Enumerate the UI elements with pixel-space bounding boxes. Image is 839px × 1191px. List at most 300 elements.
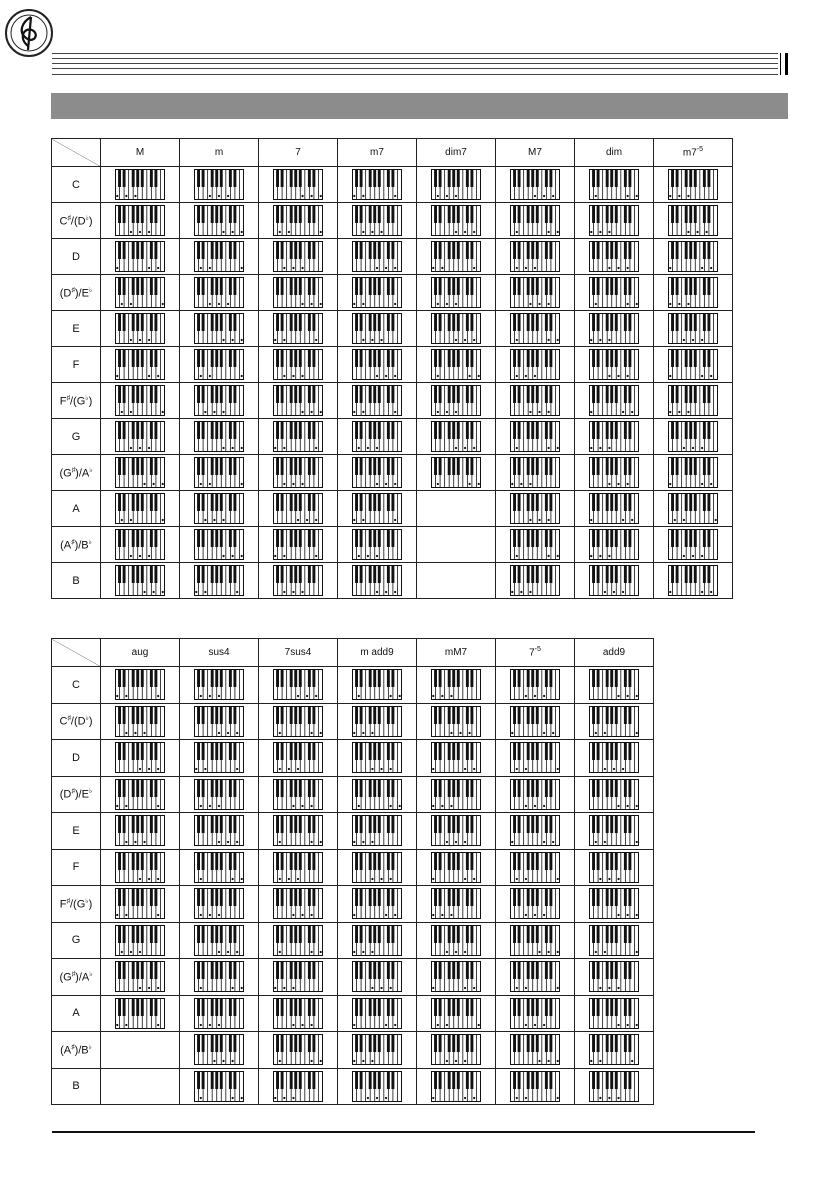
keyboard-diagram-icon <box>575 347 654 383</box>
keyboard-diagram-icon <box>180 776 259 813</box>
keyboard-diagram-icon <box>180 491 259 527</box>
keyboard-diagram-icon <box>575 383 654 419</box>
keyboard-diagram-icon <box>417 667 496 704</box>
flat-sign: ♭ <box>88 1043 92 1051</box>
row-label <box>52 959 101 996</box>
column-header <box>496 139 575 167</box>
corner-cell <box>52 139 101 167</box>
row-label-text: A <box>72 1007 80 1020</box>
keyboard-diagram-icon <box>101 959 180 996</box>
keyboard-diagram-icon <box>654 419 733 455</box>
keyboard-diagram-icon <box>417 959 496 996</box>
row-label-text: A <box>72 502 80 515</box>
row-label-text: D <box>72 751 80 764</box>
keyboard-diagram-icon <box>338 419 417 455</box>
chord-row <box>52 776 654 813</box>
keyboard-diagram-icon <box>654 203 733 239</box>
keyboard-diagram-icon <box>496 995 575 1032</box>
chord-row <box>52 922 654 959</box>
keyboard-diagram-icon <box>496 703 575 740</box>
row-label-text: B <box>72 574 80 587</box>
empty-cell <box>417 527 496 563</box>
keyboard-diagram-icon <box>259 311 338 347</box>
keyboard-diagram-icon <box>259 239 338 275</box>
keyboard-diagram-icon <box>575 239 654 275</box>
keyboard-diagram-icon <box>575 419 654 455</box>
row-label-text: F <box>59 395 67 408</box>
flat-sign: ♭ <box>85 715 89 723</box>
keyboard-diagram-icon <box>575 275 654 311</box>
keyboard-diagram-icon <box>496 740 575 777</box>
column-header <box>101 639 180 667</box>
row-label <box>52 455 101 491</box>
row-label-text: )/A <box>75 971 90 984</box>
keyboard-diagram-icon <box>496 922 575 959</box>
row-label-text: ) <box>88 898 93 911</box>
keyboard-diagram-icon <box>496 959 575 996</box>
section-header-band <box>51 93 788 119</box>
keyboard-diagram-icon <box>575 1068 654 1105</box>
row-label <box>52 776 101 813</box>
keyboard-diagram-icon <box>180 563 259 599</box>
keyboard-diagram-icon <box>259 419 338 455</box>
keyboard-diagram-icon <box>180 203 259 239</box>
footer-rule <box>52 1131 755 1133</box>
row-label-text: (G <box>59 467 72 480</box>
row-label <box>52 203 101 239</box>
keyboard-diagram-icon <box>101 311 180 347</box>
row-label-text: )/A <box>75 467 90 480</box>
keyboard-diagram-icon <box>496 813 575 850</box>
row-label <box>52 995 101 1032</box>
row-label <box>52 491 101 527</box>
keyboard-diagram-icon <box>496 383 575 419</box>
chord-row <box>52 275 733 311</box>
empty-cell <box>101 1032 180 1069</box>
keyboard-diagram-icon <box>338 1068 417 1105</box>
column-header <box>417 139 496 167</box>
keyboard-diagram-icon <box>101 740 180 777</box>
chord-chart-table-1 <box>51 138 733 599</box>
keyboard-diagram-icon <box>338 995 417 1032</box>
keyboard-diagram-icon <box>575 849 654 886</box>
keyboard-diagram-icon <box>338 667 417 704</box>
keyboard-diagram-icon <box>496 455 575 491</box>
sharp-sign: ♯ <box>66 897 70 905</box>
row-label-text: D <box>72 250 80 263</box>
keyboard-diagram-icon <box>259 383 338 419</box>
keyboard-diagram-icon <box>496 776 575 813</box>
row-label-text: (D <box>59 287 72 300</box>
keyboard-diagram-icon <box>338 776 417 813</box>
keyboard-diagram-icon <box>575 886 654 923</box>
row-label <box>52 1068 101 1105</box>
column-header-superscript: -5 <box>696 146 704 154</box>
keyboard-diagram-icon <box>180 886 259 923</box>
keyboard-diagram-icon <box>496 347 575 383</box>
row-label-text: (D <box>59 789 72 802</box>
row-label-text: ) <box>88 716 93 729</box>
keyboard-diagram-icon <box>496 886 575 923</box>
keyboard-diagram-icon <box>259 455 338 491</box>
column-header-text: add9 <box>602 647 626 658</box>
flat-sign: ♭ <box>88 286 93 294</box>
keyboard-diagram-icon <box>575 203 654 239</box>
row-label-text: G <box>71 934 81 947</box>
column-header <box>338 139 417 167</box>
row-label <box>52 886 101 923</box>
column-header <box>259 639 338 667</box>
chord-row <box>52 1068 654 1105</box>
row-label-text: E <box>72 824 80 837</box>
row-label <box>52 849 101 886</box>
column-header <box>575 639 654 667</box>
empty-cell <box>417 563 496 599</box>
keyboard-diagram-icon <box>259 275 338 311</box>
row-label-text: )/E <box>74 789 89 802</box>
keyboard-diagram-icon <box>417 1032 496 1069</box>
keyboard-diagram-icon <box>338 813 417 850</box>
keyboard-diagram-icon <box>575 667 654 704</box>
keyboard-diagram-icon <box>575 563 654 599</box>
chord-row <box>52 740 654 777</box>
keyboard-diagram-icon <box>101 527 180 563</box>
chord-row <box>52 383 733 419</box>
row-label-text: )/B <box>74 1044 89 1057</box>
flat-sign: ♭ <box>88 788 93 796</box>
empty-cell <box>101 1068 180 1105</box>
keyboard-diagram-icon <box>417 203 496 239</box>
keyboard-diagram-icon <box>101 813 180 850</box>
column-header-text: M <box>135 147 145 158</box>
row-label-text: E <box>72 322 80 335</box>
row-label <box>52 740 101 777</box>
keyboard-diagram-icon <box>338 959 417 996</box>
flat-sign: ♭ <box>85 897 89 905</box>
keyboard-diagram-icon <box>180 383 259 419</box>
keyboard-diagram-icon <box>259 995 338 1032</box>
row-label-text: ) <box>88 395 93 408</box>
row-label-text: )/B <box>74 539 89 552</box>
keyboard-diagram-icon <box>180 959 259 996</box>
row-label-text: /(G <box>69 898 86 911</box>
chord-row <box>52 311 733 347</box>
keyboard-diagram-icon <box>259 167 338 203</box>
sharp-sign: ♯ <box>71 1043 75 1051</box>
keyboard-diagram-icon <box>417 813 496 850</box>
row-label-text: F <box>59 898 67 911</box>
keyboard-diagram-icon <box>575 703 654 740</box>
row-label-text: F <box>72 861 80 874</box>
keyboard-diagram-icon <box>496 419 575 455</box>
keyboard-diagram-icon <box>338 167 417 203</box>
chord-row <box>52 703 654 740</box>
keyboard-diagram-icon <box>180 1032 259 1069</box>
keyboard-diagram-icon <box>101 922 180 959</box>
keyboard-diagram-icon <box>180 740 259 777</box>
row-label <box>52 383 101 419</box>
keyboard-diagram-icon <box>259 776 338 813</box>
keyboard-diagram-icon <box>180 995 259 1032</box>
keyboard-diagram-icon <box>338 203 417 239</box>
column-header-text: M7 <box>528 147 542 158</box>
column-header-text: m add9 <box>360 647 394 658</box>
chord-row <box>52 419 733 455</box>
chord-row <box>52 347 733 383</box>
keyboard-diagram-icon <box>101 886 180 923</box>
keyboard-diagram-icon <box>180 667 259 704</box>
keyboard-diagram-icon <box>575 959 654 996</box>
keyboard-diagram-icon <box>417 455 496 491</box>
keyboard-diagram-icon <box>654 275 733 311</box>
column-header <box>259 139 338 167</box>
keyboard-diagram-icon <box>575 167 654 203</box>
row-label <box>52 419 101 455</box>
keyboard-diagram-icon <box>259 959 338 996</box>
treble-clef-logo <box>4 8 54 58</box>
keyboard-diagram-icon <box>496 311 575 347</box>
row-label-text: C <box>72 678 80 691</box>
keyboard-diagram-icon <box>180 527 259 563</box>
keyboard-diagram-icon <box>496 1068 575 1105</box>
column-header-text: aug <box>131 647 149 658</box>
sharp-sign: ♯ <box>66 394 70 402</box>
chord-row <box>52 1032 654 1069</box>
keyboard-diagram-icon <box>180 311 259 347</box>
column-header-text: sus4 <box>208 647 230 658</box>
chord-row <box>52 886 654 923</box>
keyboard-diagram-icon <box>101 703 180 740</box>
keyboard-diagram-icon <box>496 275 575 311</box>
keyboard-diagram-icon <box>575 995 654 1032</box>
row-label <box>52 813 101 850</box>
column-header <box>180 139 259 167</box>
keyboard-diagram-icon <box>496 167 575 203</box>
keyboard-diagram-icon <box>338 239 417 275</box>
keyboard-diagram-icon <box>575 813 654 850</box>
keyboard-diagram-icon <box>654 563 733 599</box>
keyboard-diagram-icon <box>259 740 338 777</box>
keyboard-diagram-icon <box>496 203 575 239</box>
keyboard-diagram-icon <box>101 776 180 813</box>
row-label-text: /(G <box>69 395 86 408</box>
keyboard-diagram-icon <box>654 527 733 563</box>
keyboard-diagram-icon <box>101 347 180 383</box>
keyboard-diagram-icon <box>575 922 654 959</box>
chord-row <box>52 239 733 275</box>
chord-row <box>52 203 733 239</box>
keyboard-diagram-icon <box>259 347 338 383</box>
keyboard-diagram-icon <box>417 922 496 959</box>
column-header-text: m7 <box>682 147 697 159</box>
column-header <box>496 639 575 667</box>
keyboard-diagram-icon <box>180 167 259 203</box>
keyboard-diagram-icon <box>101 995 180 1032</box>
keyboard-diagram-icon <box>259 703 338 740</box>
column-header-text: dim7 <box>445 147 467 158</box>
keyboard-diagram-icon <box>575 1032 654 1069</box>
keyboard-diagram-icon <box>259 491 338 527</box>
corner-cell <box>52 639 101 667</box>
row-label-text: ) <box>88 215 93 228</box>
keyboard-diagram-icon <box>417 383 496 419</box>
keyboard-diagram-icon <box>259 1068 338 1105</box>
keyboard-diagram-icon <box>101 383 180 419</box>
row-label-text: )/E <box>74 287 89 300</box>
keyboard-diagram-icon <box>496 563 575 599</box>
keyboard-diagram-icon <box>338 347 417 383</box>
keyboard-diagram-icon <box>417 167 496 203</box>
keyboard-diagram-icon <box>259 563 338 599</box>
keyboard-diagram-icon <box>101 849 180 886</box>
keyboard-diagram-icon <box>259 849 338 886</box>
row-label-text: /(D <box>70 716 86 729</box>
keyboard-diagram-icon <box>180 275 259 311</box>
row-label <box>52 527 101 563</box>
row-label-text: (A <box>60 1044 72 1057</box>
row-label <box>52 922 101 959</box>
keyboard-diagram-icon <box>417 239 496 275</box>
keyboard-diagram-icon <box>180 813 259 850</box>
row-label-text: /(D <box>70 215 86 228</box>
keyboard-diagram-icon <box>654 311 733 347</box>
chord-row <box>52 167 733 203</box>
row-label <box>52 275 101 311</box>
row-label-text: C <box>72 178 80 191</box>
row-label-text: G <box>71 430 81 443</box>
column-header <box>417 639 496 667</box>
sharp-sign: ♯ <box>67 715 71 723</box>
keyboard-diagram-icon <box>496 667 575 704</box>
keyboard-diagram-icon <box>417 1068 496 1105</box>
keyboard-diagram-icon <box>496 849 575 886</box>
chord-row <box>52 491 733 527</box>
flat-sign: ♭ <box>85 394 89 402</box>
column-header-superscript: -5 <box>534 646 541 654</box>
chord-row <box>52 995 654 1032</box>
keyboard-diagram-icon <box>259 886 338 923</box>
keyboard-diagram-icon <box>180 703 259 740</box>
keyboard-diagram-icon <box>417 740 496 777</box>
row-label <box>52 347 101 383</box>
keyboard-diagram-icon <box>654 167 733 203</box>
keyboard-diagram-icon <box>654 239 733 275</box>
keyboard-diagram-icon <box>575 527 654 563</box>
row-label-text: (A <box>60 539 72 552</box>
keyboard-diagram-icon <box>259 203 338 239</box>
chord-row <box>52 849 654 886</box>
keyboard-diagram-icon <box>338 527 417 563</box>
keyboard-diagram-icon <box>101 491 180 527</box>
column-header <box>101 139 180 167</box>
chord-row <box>52 563 733 599</box>
keyboard-diagram-icon <box>180 347 259 383</box>
keyboard-diagram-icon <box>417 347 496 383</box>
row-label <box>52 703 101 740</box>
keyboard-diagram-icon <box>101 275 180 311</box>
row-label <box>52 239 101 275</box>
row-label <box>52 311 101 347</box>
keyboard-diagram-icon <box>180 455 259 491</box>
keyboard-diagram-icon <box>338 311 417 347</box>
flat-sign: ♭ <box>89 970 93 978</box>
row-label-text: B <box>72 1080 80 1093</box>
row-label <box>52 563 101 599</box>
column-header-text: dim <box>605 147 623 158</box>
chord-row <box>52 813 654 850</box>
keyboard-diagram-icon <box>338 849 417 886</box>
keyboard-diagram-icon <box>101 563 180 599</box>
keyboard-diagram-icon <box>496 527 575 563</box>
keyboard-diagram-icon <box>654 491 733 527</box>
column-header-text: m <box>214 147 224 158</box>
keyboard-diagram-icon <box>338 563 417 599</box>
keyboard-diagram-icon <box>259 527 338 563</box>
keyboard-diagram-icon <box>180 1068 259 1105</box>
row-label <box>52 1032 101 1069</box>
chord-chart-table-2 <box>51 638 654 1105</box>
column-header-text: m7 <box>370 147 384 158</box>
keyboard-diagram-icon <box>101 203 180 239</box>
keyboard-diagram-icon <box>417 776 496 813</box>
keyboard-diagram-icon <box>417 703 496 740</box>
keyboard-diagram-icon <box>259 667 338 704</box>
keyboard-diagram-icon <box>417 311 496 347</box>
keyboard-diagram-icon <box>654 455 733 491</box>
column-header-text: 7 <box>295 147 301 158</box>
sharp-sign: ♯ <box>71 788 75 796</box>
column-header <box>575 139 654 167</box>
flat-sign: ♭ <box>88 538 92 546</box>
keyboard-diagram-icon <box>496 1032 575 1069</box>
column-header <box>654 139 733 167</box>
keyboard-diagram-icon <box>338 275 417 311</box>
keyboard-diagram-icon <box>496 491 575 527</box>
column-header-text: 7 <box>529 647 535 659</box>
keyboard-diagram-icon <box>259 813 338 850</box>
keyboard-diagram-icon <box>575 491 654 527</box>
sharp-sign: ♯ <box>71 538 75 546</box>
row-label-text: C <box>59 215 68 228</box>
keyboard-diagram-icon <box>338 740 417 777</box>
empty-cell <box>417 491 496 527</box>
flat-sign: ♭ <box>89 466 93 474</box>
keyboard-diagram-icon <box>180 239 259 275</box>
column-header-text: 7sus4 <box>284 647 312 658</box>
keyboard-diagram-icon <box>654 383 733 419</box>
keyboard-diagram-icon <box>101 239 180 275</box>
music-staff-decoration <box>52 53 788 75</box>
keyboard-diagram-icon <box>575 776 654 813</box>
flat-sign: ♭ <box>85 214 89 222</box>
keyboard-diagram-icon <box>417 849 496 886</box>
keyboard-diagram-icon <box>101 167 180 203</box>
keyboard-diagram-icon <box>180 419 259 455</box>
keyboard-diagram-icon <box>338 886 417 923</box>
keyboard-diagram-icon <box>338 703 417 740</box>
keyboard-diagram-icon <box>575 740 654 777</box>
sharp-sign: ♯ <box>71 286 75 294</box>
keyboard-diagram-icon <box>575 311 654 347</box>
row-label-text: F <box>72 358 80 371</box>
keyboard-diagram-icon <box>417 995 496 1032</box>
chord-row <box>52 959 654 996</box>
sharp-sign: ♯ <box>67 214 71 222</box>
chord-row <box>52 527 733 563</box>
keyboard-diagram-icon <box>338 455 417 491</box>
keyboard-diagram-icon <box>101 667 180 704</box>
chord-row <box>52 455 733 491</box>
